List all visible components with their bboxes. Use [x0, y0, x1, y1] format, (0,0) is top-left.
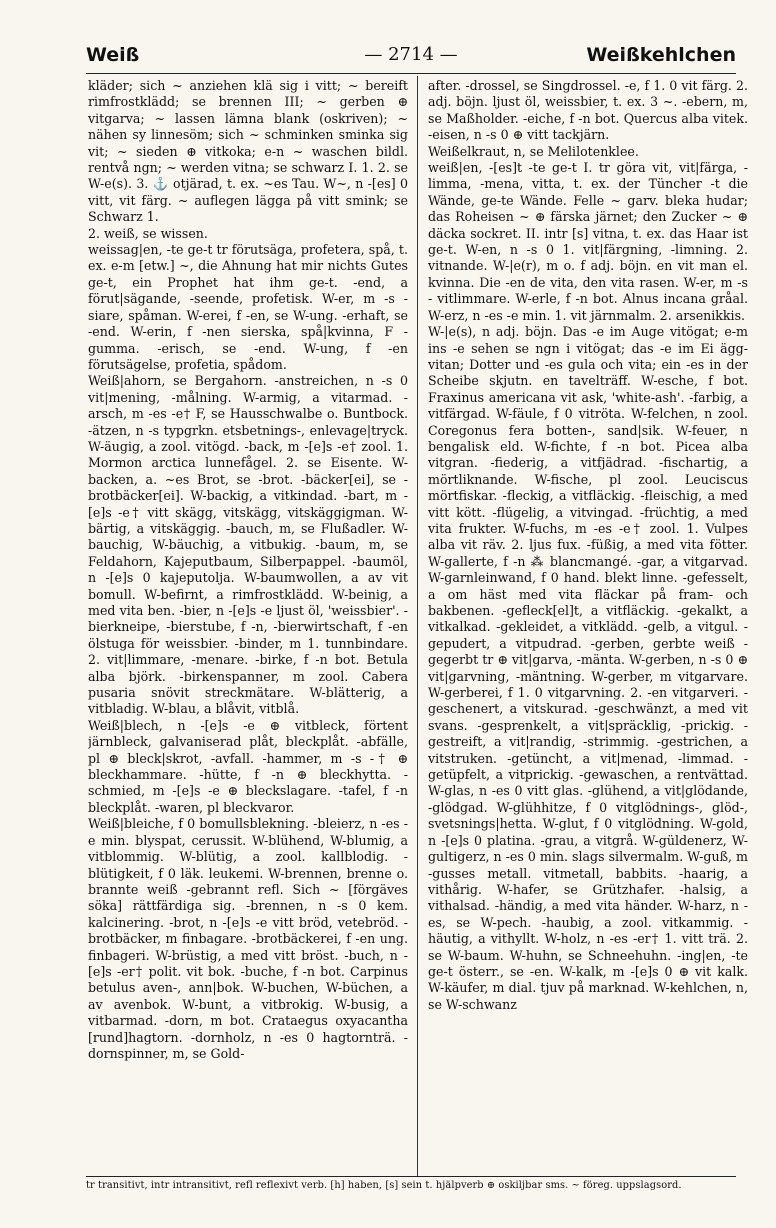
footer-rule	[86, 1176, 736, 1177]
entry-paragraph: kläder; sich ~ anziehen klä sig i vitt; ~ bereift rimfrostklädd; se brennen III; ~ gerben ⊕ vitgarva; ~ lassen lämna blank (oskriven); ~ nähen sy linnesöm; sich ~ schminken sminka sig vit; ~ sieden ⊕ vitkoka; e-n ~ waschen bildl. rentvå ngn; ~ werden vitna; se schwarz I. 1. 2. se W-e(s). 3. ⚓ otjärad, t. ex. ~es Tau. W~, n -[es] 0 vitt, vit färg. ~ auflegen lägga på vitt smink; se Schwarz 1.	[88, 78, 408, 225]
column-divider	[417, 76, 418, 1176]
right-running-headword: Weißkehlchen	[586, 44, 736, 66]
abbreviation-footer: tr transitivt, intr intransitivt, refl reflexivt verb. [h] haben, [s] sein t. hjälpverb ⊕ oskiljbar sms. ~ föreg. uppslagsord.	[86, 1180, 682, 1191]
left-running-headword: Weiß	[86, 44, 140, 66]
entry-paragraph: 2. weiß, se wissen.	[88, 225, 208, 241]
entry-paragraph: Weißelkraut, n, se Melilotenklee.	[428, 143, 639, 159]
right-column	[428, 78, 748, 1173]
entry-paragraph: W-|e(s), n adj. böjn. Das -e im Auge vitögat; e-m ins -e sehen se ngn i vitögat; das -e im Ei ägg-vitan; Dotter und -es gula och vita; ein -es in der Scheibe skjutn. en tavelträff. W-esche, f bot. Fraxinus americana vit ask, 'white-ash'. -farbig, a vitfärgad. W-fäule, f 0 vitröta. W-felchen, n zool. Coregonus fera botten-, sand|sik. W-feuer, n bengalisk eld. W-fichte, f -n bot. Picea alba vitgran. -fiederig, a vitfjädrad. -fischartig, a mörtliknande. W-fische, pl zool. Leuciscus mörtfiskar. -fleckig, a vitfläckig. -fleischig, a med vitt kött. -flügelig, a vitvingad. -früchtig, a med vita frukter. W-fuchs, m -es -e† zool. 1. Vulpes alba vit räv. 2. ljus fux. -füßig, a med vita fötter. W-gallerte, f -n ⁂ blancmangé. -gar, a vitgarvad. W-garnleinwand, f 0 hand. blekt linne. -gefesselt, a om häst med vita fläckar på fram- och bakbenen. -gefleck[el]t, a vitfläckig. -gekalkt, a vitkalkad. -gekleidet, a vitklädd. -gelb, a vitgul. -gepudert, a vitpudrad. -gerben, gerbte weiß -gegerbt tr ⊕ vit|garva, -mänta. W-gerben, n -s 0 ⊕ vit|garvning, -mäntning. W-gerber, m vitgarvare. W-gerberei, f 1. 0 vitgarvning. 2. -en vitgarveri. -geschenert, a vitskurad. -geschwänzt, a med vit svans. -gesprenkelt, a vit|spräcklig, -prickig. -gestreift, a vit|randig, -strimmig. -gestrichen, a vitstruken. -getüncht, a vit|menad, -limmad. -getüpfelt, a vitprickig. -gewaschen, a rentvättad. W-glas, n -es 0 vitt glas. -glühend, a vit|glödande, -glödgad. W-glühhitze, f 0 vitglödnings-, glöd-, svetsnings|hetta. W-glut, f 0 vitglödning. W-gold, n -[e]s 0 platina. -grau, a vitgrå. W-güldenerz, W-gultigerz, n -es 0 min. slags silvermalm. W-guß, m -gusses metall. vitmetall, babbits. -haarig, a vithårig. W-hafer, se Grützhafer. -halsig, a vithalsad. -händig, a med vita händer. W-harz, n -es, se W-pech. -haubig, a zool. vitkammig. -häutig, a vithyllt. W-holz, n -es -er† 1. vitt trä. 2. se W-baum. W-huhn, se Schneehuhn. -ing|en, -te ge-t österr., se -en. W-kalk, m -[e]s 0 ⊕ vit kalk. W-käufer, m dial. tjuv på marknad. W-kehlchen, n, se W-schwanz	[428, 324, 748, 1012]
entry-paragraph: weissag|en, -te ge-t tr förutsäga, profetera, spå, t. ex. e-m [etw.] ~, die Ahnung hat mir nichts Gutes ge-t, ein Prophet hat ihm ge-t. -end, a förut|sägande, -seende, profetisk. W-er, m -s - siare, spåman. W-erei, f -en, se W-ung. -erhaft, se -end. W-erin, f -nen sierska, spå|kvinna, F -gumma. -erisch, se -end. W-ung, f -en förutsägelse, profetia, spådom.	[88, 242, 408, 372]
entry-paragraph: Weiß|blech, n -[e]s -e ⊕ vitbleck, förtent järnbleck, galvaniserad plåt, bleckplåt. -abfälle, pl ⊕ bleck|skrot, -avfall. -hammer, m -s -† ⊕ bleckhammare. -hütte, f -n ⊕ bleckhytta. -schmied, m -[e]s -e ⊕ bleckslagare. -tafel, f -n bleckplåt. -waren, pl bleckvaror.	[88, 717, 408, 815]
page-number: — 2714 —	[364, 44, 458, 65]
entry-paragraph: Weiß|bleiche, f 0 bomullsblekning. -bleierz, n -es -e min. blyspat, cerussit. W-blühend, W-blumig, a vitblommig. W-blütig, a zool. kallblodig. -blütigkeit, f 0 läk. leukemi. W-brennen, brenne o. brannte weiß -gebrannt refl. Sich ~ [förgäves söka] rättfärdiga sig. -brennen, n -s 0 kem. kalcinering. -brot, n -[e]s -e vitt bröd, vetebröd. -brotbäcker, m finbagare. -brotbäckerei, f -en ung. finbageri. W-brüstig, a med vitt bröst. -buch, n -[e]s -er† polit. vit bok. -buche, f -n bot. Carpinus betulus aven-, ann|bok. W-buchen, W-büchen, a av avenbok. W-bunt, a vitbrokig. W-busig, a vitbarmad. -dorn, m bot. Crataegus oxyacantha [rund]hagtorn. -dornholz, n -es 0 hagtornträ. -dornspinner, m, se Gold-	[88, 816, 408, 1061]
header-rule	[86, 73, 736, 74]
entry-paragraph: after. -drossel, se Singdrossel. -e, f 1. 0 vit färg. 2. adj. böjn. ljust öl, weissbier, t. ex. 3 ~. -ebern, m, se Maßholder. -eiche, f -n bot. Quercus alba vitek. -eisen, n -s 0 ⊕ vitt tackjärn.	[428, 78, 748, 143]
entry-paragraph: weiß|en, -[es]t -te ge-t I. tr göra vit, vit|färga, -limma, -mena, vitta, t. ex. der Tüncher -t die Wände, ge-te Wände. Felle ~ garv. bleka hudar; das Roheisen ~ ⊕ färska järnet; den Zucker ~ ⊕ däcka sockret. II. intr [s] vitna, t. ex. das Haar ist ge-t. W-en, n -s 0 1. vit|färgning, -limning. 2. vitnande. W-|e(r), m o. f adj. böjn. en vit man el. kvinna. Die -en de vita, den vita rasen. W-er, m -s - vitlimmare. W-erle, f -n bot. Alnus incana gråal. W-erz, n -es -e min. 1. vit järnmalm. 2. arsenikkis.	[428, 160, 748, 323]
entry-paragraph: Weiß|ahorn, se Bergahorn. -anstreichen, n -s 0 vit|mening, -målning. W-armig, a vitarmad. -arsch, m -es -e† F, se Hausschwalbe o. Buntbock. -ätzen, n -s typgrkn. etsbetnings-, enlevage|tryck. W-äugig, a zool. vitögd. -back, m -[e]s -e† zool. 1. Mormon arctica lunnefågel. 2. se Eisente. W-backen, a. ~es Brot, se -brot. -bäcker[ei], se -brotbäcker[ei]. W-backig, a vitkindad. -bart, m -[e]s -e† vitt skägg, vitskägg, vitskäggigman. W-bärtig, a vitskäggig. -bauch, m, se Flußadler. W-bauchig, W-bäuchig, a vitbukig. -baum, m, se Feldahorn, Kajeputbaum, Silberpappel. -baumöl, n -[e]s 0 kajeputolja. W-baumwollen, a av vit bomull. W-befirnt, a rimfrostklädd. W-beinig, a med vita ben. -bier, n -[e]s -e ljust öl, 'weissbier'. -bierkneipe, -bierstube, f -n, -bierwirtschaft, f -en ölstuga för weissbier. -binder, m 1. tunnbindare. 2. vit|limmare, -menare. -birke, f -n bot. Betula alba björk. -birkenspanner, m zool. Cabera pusaria snövit streckmätare. W-blätterig, a vitbladig. W-blau, a blåvit, vitblå.	[88, 373, 408, 717]
page-header	[86, 44, 736, 74]
left-column	[88, 78, 408, 1173]
